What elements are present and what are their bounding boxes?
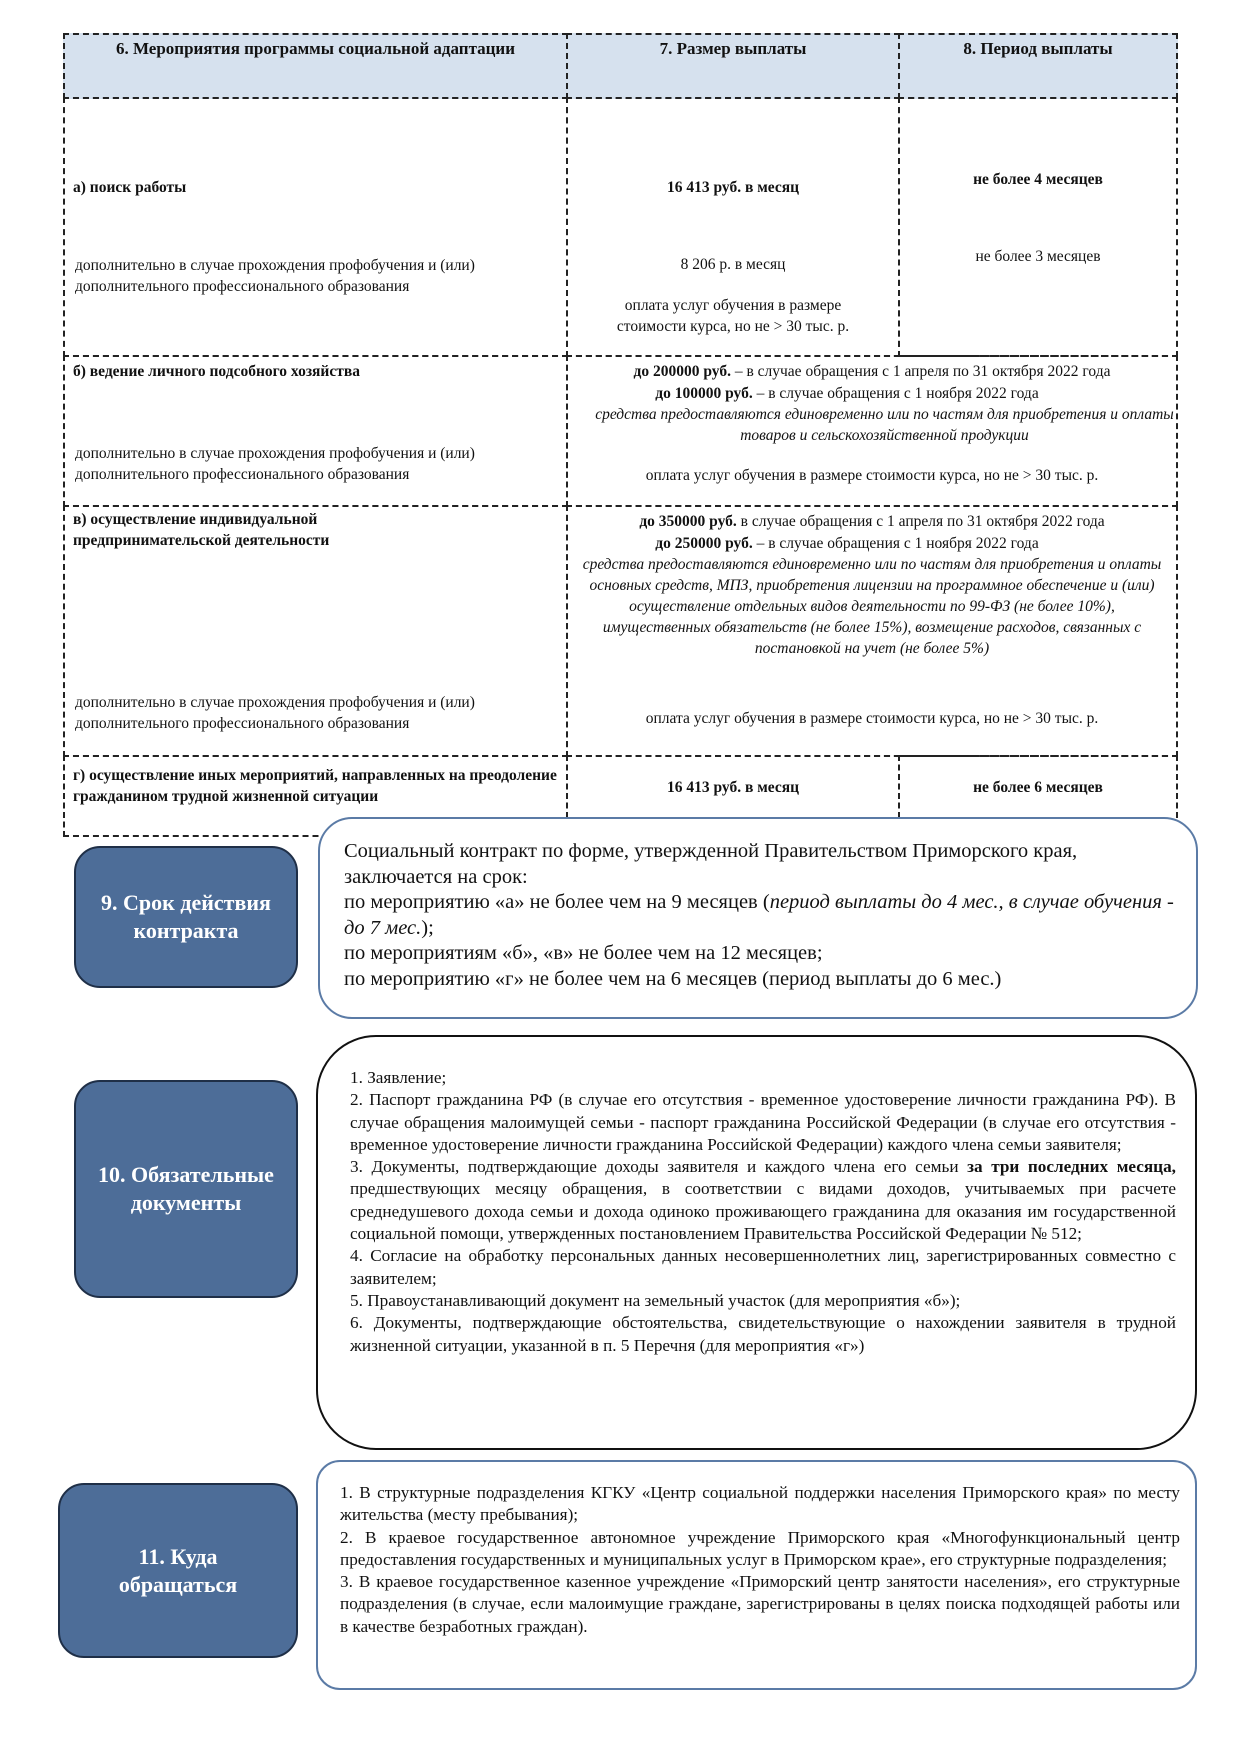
section9-line-a-end: ); bbox=[421, 916, 434, 939]
row-a-period: не более 4 месяцев bbox=[973, 171, 1103, 188]
row-v-line2 bbox=[568, 533, 1126, 554]
row-a-tuition: оплата услуг обучения в размере стоимости курса, но не > 30 тыс. р. bbox=[616, 297, 850, 335]
table-header-row bbox=[63, 33, 1178, 99]
section9-text bbox=[344, 839, 1179, 992]
section11-text bbox=[340, 1482, 1180, 1638]
section10-content-box bbox=[316, 1035, 1197, 1450]
section11-label-box bbox=[58, 1483, 298, 1658]
row-b-extra: дополнительно в случае прохождения профобучения и (или) дополнительного профессионального образования bbox=[75, 445, 475, 483]
section10-item6: 6. Документы, подтверждающие обстоятельства, свидетельствующие о нахождении заявителя в трудной жизненной ситуации, указанной в п. 5 Перечня (для мероприятия «г») bbox=[350, 1313, 1176, 1355]
row-b-line2-text: – в случае обращения с 1 ноября 2022 года bbox=[752, 385, 1039, 402]
section10-item1: 1. Заявление; bbox=[350, 1068, 447, 1087]
section10-item2: 2. Паспорт гражданина РФ (в случае его отсутствия - временное удостоверение личности гражданина РФ). В случае обращения малоимущей семьи - паспорт гражданина Российской Федерации (в случае его отсутствия - временное удостоверение личности гражданина Российской Федерации) каждого члена семьи заявителя; bbox=[350, 1090, 1176, 1154]
row-b-amount-cell bbox=[566, 355, 1178, 507]
row-v-tuition: оплата услуг обучения в размере стоимости курса, но не > 30 тыс. р. bbox=[645, 710, 1099, 727]
row-v-line2-amount: до 250000 руб. bbox=[655, 535, 753, 552]
table-row-v bbox=[63, 505, 1178, 757]
table-row-b bbox=[63, 355, 1178, 507]
section9-content-box bbox=[318, 817, 1198, 1019]
section10-item5: 5. Правоустанавливающий документ на земельный участок (для мероприятия «б»); bbox=[350, 1290, 961, 1310]
header-cell-measures bbox=[63, 33, 568, 99]
row-v-line2-text: – в случае обращения с 1 ноября 2022 года bbox=[752, 535, 1039, 552]
section11-item3: 3. В краевое государственное казенное учреждение «Приморский центр занятости населения», его структурные подразделения (в случае, если малоимущие граждане, зарегистрированы в целях поиска подходящей работы или в качестве безработных граждан). bbox=[340, 1572, 1180, 1636]
header-period: 8. Период выплаты bbox=[963, 39, 1113, 58]
section9-label-box bbox=[74, 846, 298, 988]
row-v-line1-text: в случае обращения с 1 апреля по 31 октября 2022 года bbox=[736, 513, 1105, 530]
section10-item4: 4. Согласие на обработку персональных данных несовершеннолетних лиц, зарегистрированных совместно с заявителем; bbox=[350, 1246, 1176, 1288]
section11-item1: 1. В структурные подразделения КГКУ «Центр социальной поддержки населения Приморского края» по месту жительства (месту пребывания); bbox=[340, 1483, 1180, 1525]
row-g-amount: 16 413 руб. в месяц bbox=[666, 779, 800, 796]
section11-label: 11. Куда обращаться bbox=[118, 1543, 238, 1597]
section10-label-box bbox=[74, 1080, 298, 1298]
section11-item2: 2. В краевое государственное автономное учреждение Приморского края «Многофункциональный центр предоставления государственных и муниципальных услуг в Приморском крае», его структурные подразделения; bbox=[340, 1527, 1180, 1569]
row-b-measure-cell bbox=[63, 355, 568, 507]
row-a-amount: 16 413 руб. в месяц bbox=[666, 179, 800, 196]
row-b-title: б) ведение личного подсобного хозяйства bbox=[73, 363, 360, 380]
row-g-period: не более 6 месяцев bbox=[973, 779, 1103, 796]
row-b-line1 bbox=[568, 361, 1176, 382]
section10-item3-start: 3. Документы, подтверждающие доходы заявителя и каждого члена его семьи bbox=[350, 1157, 968, 1177]
section10-item3-end: предшествующих месяцу обращения, в соответствии с видами доходов, учитываемых при расчете среднедушевого дохода семьи и дохода одиноко проживающего гражданина для оказания им государственной социальной помощи, утвержденных постановлением Правительства Российской Федерации № 512; bbox=[350, 1179, 1176, 1244]
section9-line-a-italic: период выплаты до 4 мес., в случае обучения - до 7 мес. bbox=[344, 891, 1174, 939]
section10-text bbox=[350, 1067, 1176, 1357]
row-a-period-extra: не более 3 месяцев bbox=[975, 248, 1101, 265]
row-v-title: в) осуществление индивидуальной предпринимательской деятельности bbox=[73, 511, 330, 549]
section9-label: 9. Срок действия контракта bbox=[101, 890, 271, 943]
row-a-extra: дополнительно в случае прохождения профобучения и (или) дополнительного профессионального образования bbox=[75, 257, 475, 295]
row-b-note: средства предоставляются единовременно или по частям для приобретения и оплаты товаров и сельскохозяйственной продукции bbox=[595, 406, 1174, 444]
section9-line-bv: по мероприятиям «б», «в» не более чем на 12 месяцев; bbox=[344, 942, 823, 964]
row-a-period-cell bbox=[898, 97, 1178, 357]
table-row-a bbox=[63, 97, 1178, 357]
row-v-line1-amount: до 350000 руб. bbox=[639, 513, 737, 530]
row-b-tuition: оплата услуг обучения в размере стоимости курса, но не > 30 тыс. р. bbox=[645, 467, 1099, 484]
row-a-title: а) поиск работы bbox=[73, 179, 187, 196]
row-b-line2 bbox=[568, 383, 1126, 404]
header-cell-amount bbox=[566, 33, 900, 99]
section9-line-a-start: по мероприятию «а» не более чем на 9 месяцев ( bbox=[344, 891, 770, 913]
row-v-note: средства предоставляются единовременно или по частям для приобретения и оплаты основных средств, МПЗ, приобретения лицензии на программное обеспечение и (или) осуществление отдельных видов деятельности по 99-ФЗ (не более 10%), имущественных обязательств (не более 15%), возмещение расходов, связанных с постановкой на учет (не более 5%) bbox=[582, 556, 1162, 657]
row-v-measure-cell bbox=[63, 505, 568, 757]
header-cell-period bbox=[898, 33, 1178, 99]
header-measures: 6. Мероприятия программы социальной адаптации bbox=[115, 39, 516, 58]
row-a-amount-extra: 8 206 р. в месяц bbox=[680, 256, 786, 273]
row-a-amount-cell bbox=[566, 97, 900, 357]
row-a-measure-cell bbox=[63, 97, 568, 357]
section9-intro: Социальный контракт по форме, утвержденной Правительством Приморского края, заключается на срок: bbox=[344, 840, 1078, 888]
row-b-line1-text: – в случае обращения с 1 апреля по 31 октября 2022 года bbox=[730, 363, 1111, 380]
section10-item3 bbox=[350, 1156, 1176, 1245]
row-g-title: г) осуществление иных мероприятий, направленных на преодоление гражданином трудной жизненной ситуации bbox=[73, 767, 557, 805]
header-amount: 7. Размер выплаты bbox=[659, 39, 807, 58]
row-v-line1 bbox=[568, 511, 1176, 532]
row-v-extra: дополнительно в случае прохождения профобучения и (или) дополнительного профессионального образования bbox=[75, 694, 475, 732]
section10-label: 10. Обязательные документы bbox=[98, 1162, 274, 1215]
row-b-line1-amount: до 200000 руб. bbox=[633, 363, 731, 380]
row-b-line2-amount: до 100000 руб. bbox=[655, 385, 753, 402]
section11-content-box bbox=[316, 1460, 1197, 1690]
section9-line-g: по мероприятию «г» не более чем на 6 месяцев (период выплаты до 6 мес.) bbox=[344, 967, 1002, 990]
section9-line-a bbox=[344, 890, 1179, 941]
row-v-amount-cell bbox=[566, 505, 1178, 757]
section10-item3-bold: за три последних месяца, bbox=[967, 1157, 1176, 1177]
